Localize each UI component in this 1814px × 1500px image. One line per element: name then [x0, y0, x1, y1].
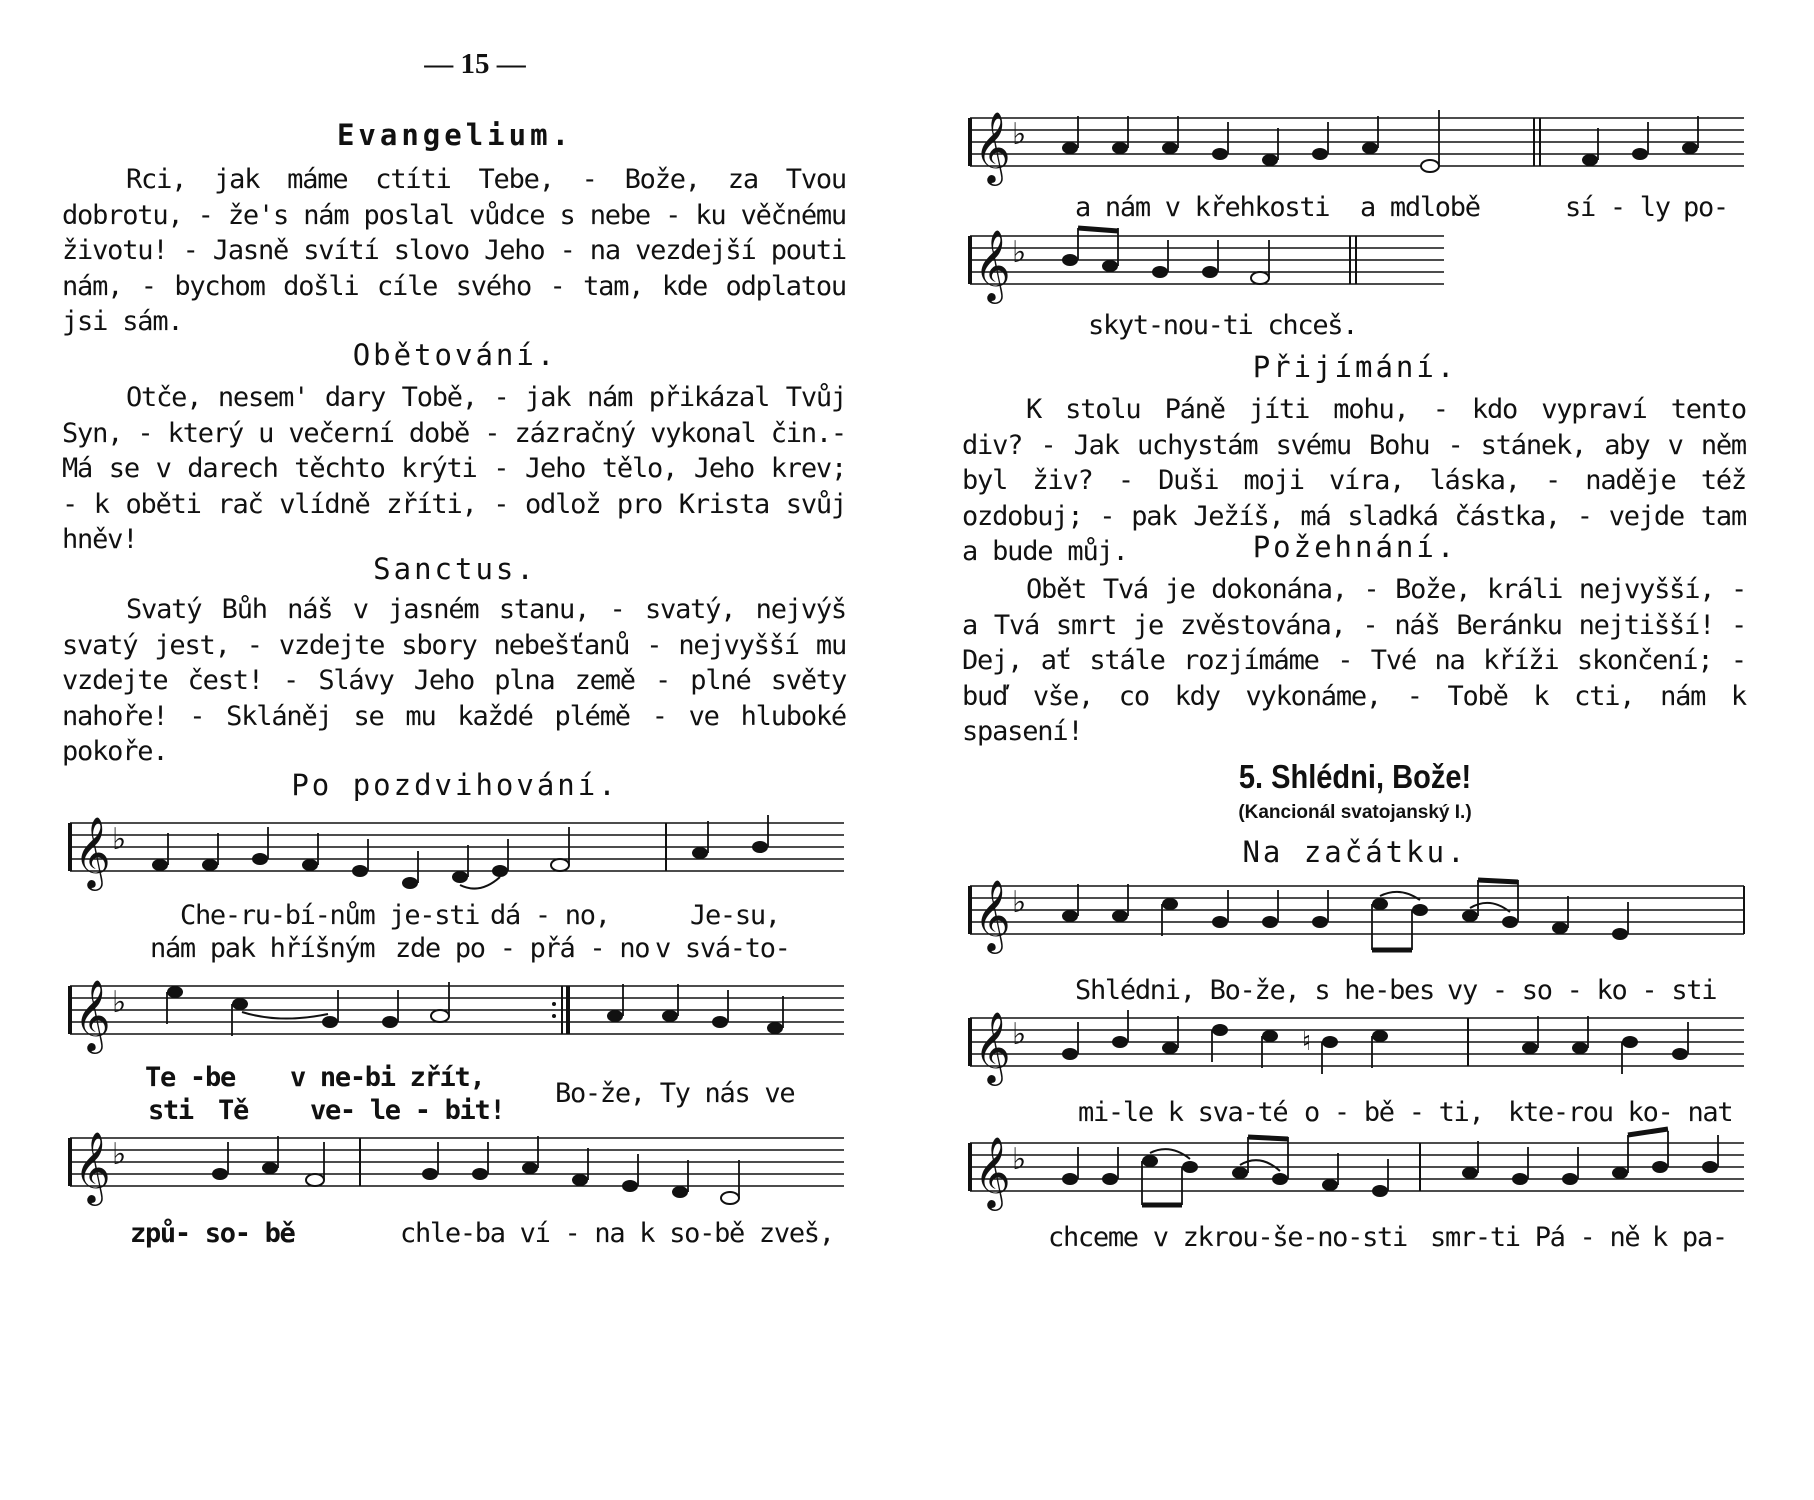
lyric-line: skyt-nou-ti chceš. — [1088, 310, 1358, 341]
lyric-line: kte-rou ko- nat — [1508, 1097, 1733, 1128]
text-evangelium: Rci, jak máme ctíti Tebe, - Bože, za Tvou dobrotu, - že's nám poslal vůdce s nebe - ku věčnému životu! - Jasně svítí slovo Jeho - na vezdejší pouti nám, - bychom došli cíle svého - tam, kde odplatou jsi sám. — [62, 164, 846, 337]
text-prijimani: K stolu Páně jíti mohu, - kdo vypraví tento div? - Jak uchystám svému Bohu - stánek, aby v něm byl živ? - Duši moji víra, láska, - naděje též ozdobuj; - pak Ježíš, má sladká částka, - vejde tam a bude můj. — [962, 394, 1746, 567]
treble-clef-icon: 𝄞 — [74, 1130, 111, 1203]
flat-icon: ♭ — [112, 1137, 127, 1172]
lyric-line: po- — [1683, 192, 1728, 223]
heading-sanctus: Sanctus. — [373, 552, 537, 586]
lyric-line: Shlédni, Bo-že, s he-bes — [1075, 975, 1434, 1006]
text-obetovani: Otče, nesem' dary Tobě, - jak nám přikázal Tvůj Syn, - který u večerní době - zázračný vykonal čin.- Má se v darech těchto krýti - Jeho tělo, Jeho krev; - k oběti rač vlídně zříti, - odlož pro Krista svůj hněv! — [62, 382, 846, 555]
lyric-line: Che-ru-bí-nům je-sti — [180, 900, 480, 931]
lyric-line: Je-su, — [690, 900, 780, 931]
flat-icon: ♭ — [112, 822, 127, 857]
lyric-line: Bo-že, Ty nás ve — [555, 1078, 795, 1109]
flat-icon: ♭ — [1012, 1142, 1027, 1177]
heading-obetovani: Obětování. — [352, 338, 558, 372]
lyric-line: zde po - přá - no — [395, 933, 650, 964]
flat-icon: ♭ — [1012, 1017, 1027, 1052]
lyric-line: sí - ly — [1565, 192, 1670, 223]
lyric-line: sti — [148, 1095, 193, 1126]
lyric-line: smr-ti Pá - ně — [1430, 1222, 1640, 1253]
lyric-line: chceme v zkrou-še-no-sti — [1048, 1222, 1407, 1253]
lyric-line: způ- so- bě — [130, 1218, 295, 1249]
flat-icon: ♭ — [1012, 235, 1027, 270]
natural-sign-icon: ♮ — [1302, 1027, 1312, 1057]
treble-clef-icon: 𝄞 — [974, 110, 1011, 183]
heading-evangelium: Evangelium. — [336, 118, 574, 152]
heading-prijimani: Přijímání. — [1252, 350, 1458, 384]
lyric-line: chle-ba ví - na k so-bě zveš, — [400, 1218, 834, 1249]
treble-clef-icon: 𝄞 — [974, 1135, 1011, 1208]
music-staff — [960, 228, 1450, 303]
text-sanctus: Svatý Bůh náš v jasném stanu, - svatý, nejvýš svatý jest, - vzdejte sbory nebešťanů - nejvyšší mu vzdejte čest! - Slávy Jeho plna země - plné světy nahoře! - Skláněj se mu každé plémě - ve hluboké pokoře. — [62, 594, 846, 767]
treble-clef-icon: 𝄞 — [974, 228, 1011, 301]
song-source: (Kancionál svatojanský I.) — [1238, 802, 1472, 823]
treble-clef-icon: 𝄞 — [74, 815, 111, 888]
flat-icon: ♭ — [1012, 117, 1027, 152]
music-staff — [960, 878, 1750, 963]
lyric-line: k pa- — [1652, 1222, 1727, 1253]
treble-clef-icon: 𝄞 — [74, 978, 111, 1051]
lyric-line: v svá-to- — [655, 933, 790, 964]
music-staff — [60, 978, 850, 1053]
lyric-line: mi-le k sva-té — [1078, 1097, 1288, 1128]
lyric-line: a nám v křehkosti — [1075, 192, 1330, 223]
lyric-line: o - bě - ti, — [1304, 1097, 1484, 1128]
lyric-line: ve- le - bit! — [310, 1095, 505, 1126]
lyric-line: dá - no, — [490, 900, 610, 931]
lyric-line: a mdlobě — [1360, 192, 1480, 223]
lyric-line: Tě — [218, 1095, 248, 1126]
lyric-line: be — [205, 1062, 235, 1093]
treble-clef-icon: 𝄞 — [974, 1010, 1011, 1083]
treble-clef-icon: 𝄞 — [974, 878, 1011, 951]
music-staff — [60, 1130, 850, 1210]
heading-na-zacatku: Na začátku. — [1242, 835, 1468, 869]
flat-icon: ♭ — [1012, 885, 1027, 920]
heading-po-pozdvihovani: Po pozdvihování. — [291, 768, 619, 802]
flat-icon: ♭ — [112, 985, 127, 1020]
music-staff — [960, 110, 1750, 185]
music-staff — [960, 1135, 1750, 1215]
music-staff — [60, 815, 850, 890]
lyric-line: nám pak hříšným — [150, 933, 375, 964]
lyric-line: vy - so - ko - sti — [1447, 975, 1717, 1006]
lyric-line: v ne-bi zřít, — [290, 1062, 485, 1093]
text-pozehnani: Obět Tvá je dokonána, - Bože, králi nejvyšší, - a Tvá smrt je zvěstována, - náš Beránku nejtišší! - Dej, ať stále rozjímáme - Tvé na kříži skončení; - buď vše, co kdy vykonáme, - Tobě k cti, nám k spasení! — [962, 574, 1746, 747]
lyric-line: Te - — [145, 1062, 205, 1093]
heading-pozehnani: Požehnání. — [1252, 530, 1458, 564]
song-title: 5. Shlédni, Bože! — [1238, 758, 1472, 795]
music-staff — [960, 1010, 1750, 1085]
page-number: — 15 — — [424, 48, 526, 80]
